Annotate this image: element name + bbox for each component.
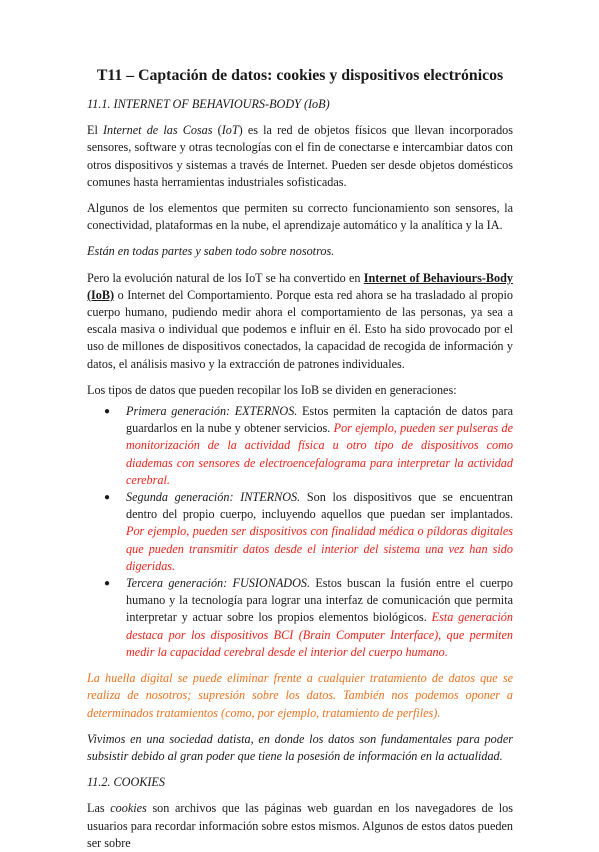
list-item-generation-3 (104, 575, 513, 661)
generation-example: Por ejemplo, pueden ser pulseras de monitorización de la actividad física u otro tipo de dispositivos como diademas con sensores de electroencefalograma para interpretar la actividad cerebral. (126, 421, 513, 487)
text-span: ( (212, 123, 222, 138)
paragraph-iot-elements: Algunos de los elementos que permiten su correcto funcionamiento son sensores, la conectividad, plataformas en la nube, el aprendizaje automático y la analítica y la IA. (87, 201, 513, 233)
generations-list (87, 403, 513, 661)
bullet-icon: ● (104, 492, 111, 504)
term-internet-de-las-cosas: Internet de las Cosas (102, 123, 213, 138)
paragraph-datista-society: Vivimos en una sociedad datista, en donde los datos son fundamentales para poder subsistir debido al gran poder que tiene la posesión de información en la actualidad. (87, 731, 513, 763)
text-span: ) es la red de objetos físicos que llevan incorporados sensores, software y otras tecnologías con el fin de conectarse e intercambiar datos con otros dispositivos y sistemas a través de Internet. Pueden ser desde objetos domésticos comunes hasta herramientas industriales sofisticadas. (87, 123, 514, 189)
term-cookies: cookies (110, 801, 147, 816)
paragraph-generations-intro: Los tipos de datos que pueden recopilar los IoB se dividen en generaciones: (87, 382, 457, 397)
generation-example: Por ejemplo, pueden ser dispositivos con finalidad médica o píldoras digitales que pueden transmitir datos desde el interior del sistema una vez han sido digeridas. (126, 524, 513, 573)
section-heading-cookies: 11.2. COOKIES (87, 775, 165, 790)
generation-label: Primera generación: EXTERNOS. (126, 404, 298, 419)
list-item-generation-1 (104, 403, 513, 489)
term-iot: IoT (221, 123, 239, 138)
paragraph-cookies-definition (87, 800, 513, 852)
paragraph-digital-footprint: La huella digital se puede eliminar frente a cualquier tratamiento de datos que se realiza de nosotros; supresión sobre los datos. También nos podemos oponer a determinados tratamientos (como, por ejemplo, tratamiento de perfiles). (87, 671, 513, 720)
generation-text: Estos buscan la fusión entre el cuerpo humano y la tecnología para lograr una interfaz de comunicación que permita interpretar y actuar sobre los propios elementos biológicos. (126, 576, 513, 625)
generation-text: Estos permiten la captación de datos para guardarlos en la nube y obtener servicios. (126, 404, 513, 436)
generation-label: Segunda generación: INTERNOS. (126, 490, 301, 505)
paragraph-everywhere: Están en todas partes y saben todo sobre nosotros. (87, 244, 335, 259)
list-item-generation-2 (104, 489, 513, 575)
generation-text: Son los dispositivos que se encuentran dentro del propio cuerpo, incluyendo aquellos que puedan ser implantados. (126, 490, 513, 522)
bullet-icon: ● (104, 578, 111, 590)
text-span: Las (87, 801, 111, 816)
term-iob-link[interactable]: Internet of Behaviours-Body (IoB) (87, 270, 513, 302)
text-span: son archivos que las páginas web guardan en los navegadores de los usuarios para recordar información sobre estos mismos. Algunos de estos datos pueden ser sobre (87, 801, 513, 850)
bullet-icon: ● (104, 406, 111, 418)
text-span: Pero la evolución natural de los IoT se ha convertido en (87, 270, 364, 285)
generation-label: Tercera generación: FUSIONADOS. (126, 576, 311, 591)
section-heading-iob: 11.1. INTERNET OF BEHAVIOURS-BODY (IoB) (87, 97, 330, 111)
page-title: T11 – Captación de datos: cookies y dispositivos electrónicos (96, 67, 504, 84)
text-span: El (87, 123, 103, 138)
paragraph-iot-definition (87, 122, 513, 191)
generation-example: Esta generación destaca por los dispositivos BCI (Brain Computer Interface), que permiten medir la capacidad cerebral desde el interior del cuerpo humano. (126, 610, 513, 659)
text-span: o Internet del Comportamiento. Porque esta red ahora se ha trasladado al propio cuerpo humano, pudiendo medir ahora el comportamiento de las personas, ya sea a escala masiva o individual que podemos e influir en él. Esto ha sido provocado por el uso de millones de dispositivos conectados, la capacidad de recogida de información y datos, el análisis masivo y la extracción de patrones individuales. (87, 287, 513, 371)
paragraph-iob-evolution (87, 270, 513, 373)
